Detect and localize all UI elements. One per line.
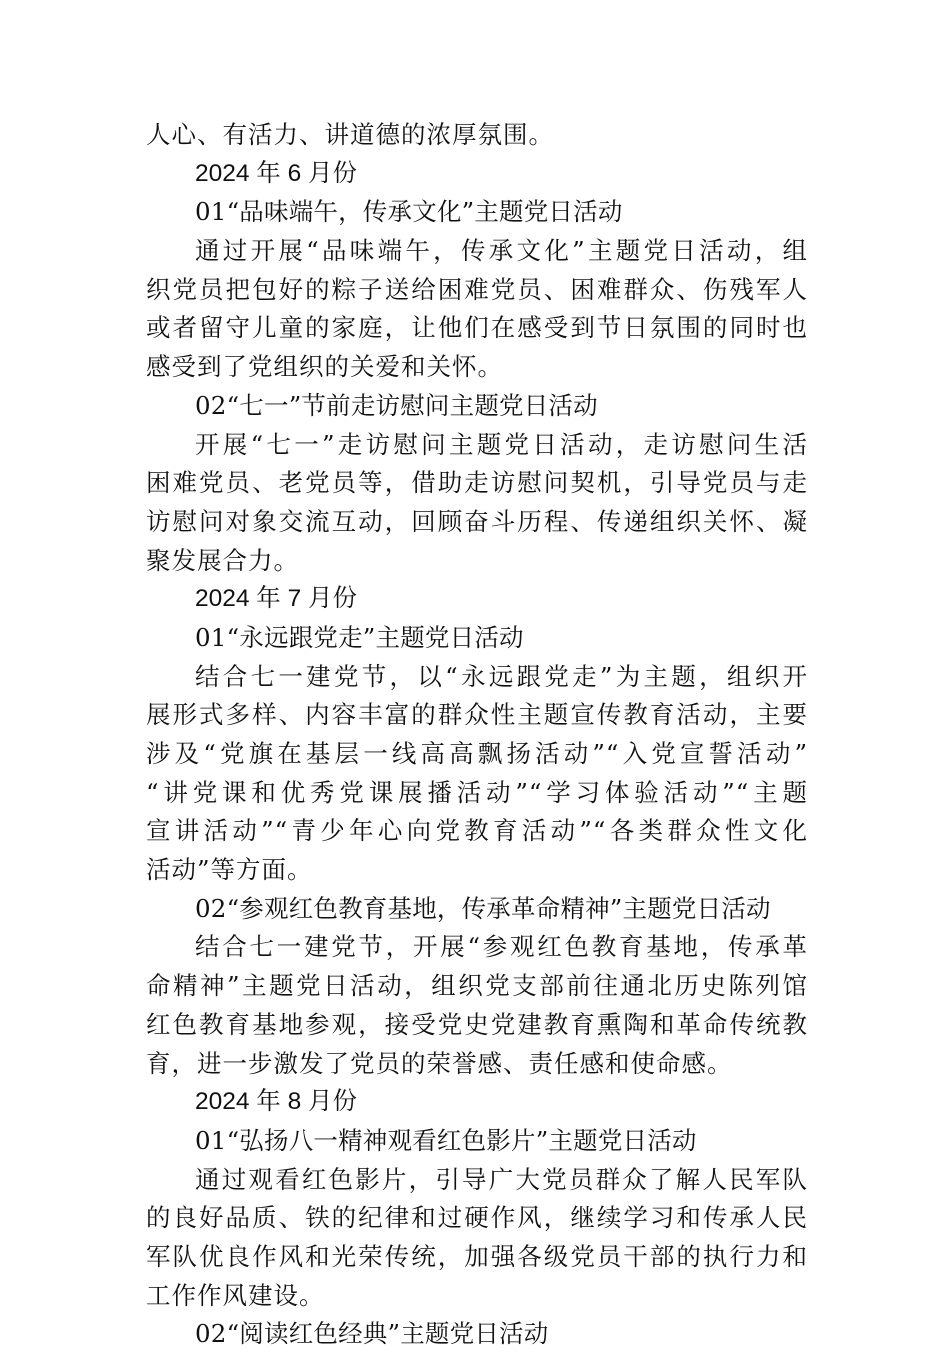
paragraph-line: 红色教育基地参观，接受党史党建教育熏陶和革命传统教 (146, 1009, 808, 1039)
paragraph-line: 的良好品质、铁的纪律和过硬作风，继续学习和传承人民 (146, 1203, 808, 1233)
paragraph-line: 访慰问对象交流互动，回顾奋斗历程、传递组织关怀、凝 (146, 506, 808, 536)
activity-title: 02“阅读红色经典”主题党日活动 (195, 1319, 549, 1349)
activity-title: 01“弘扬八一精神观看红色影片”主题党日活动 (195, 1125, 697, 1155)
activity-title: 02“参观红色教育基地，传承革命精神”主题党日活动 (195, 893, 771, 923)
paragraph-line: 军队优良作风和光荣传统，加强各级党员干部的执行力和 (146, 1241, 808, 1271)
activity-title: 02“七一”节前走访慰问主题党日活动 (195, 390, 598, 420)
activity-title: 01“永远跟党走”主题党日活动 (195, 622, 524, 652)
paragraph-line: 工作作风建设。 (146, 1280, 325, 1310)
month-heading: 2024 年 8 月份 (195, 1088, 358, 1116)
document-body (146, 116, 808, 1354)
paragraph-line: 聚发展合力。 (146, 545, 299, 575)
paragraph-line: 通过开展“品味端午，传承文化”主题党日活动，组 (195, 236, 808, 266)
paragraph-line: 困难党员、老党员等，借助走访慰问契机，引导党员与走 (146, 468, 808, 498)
paragraph-line: 结合七一建党节，以“永远跟党走”为主题，组织开 (195, 661, 808, 691)
paragraph-line: 感受到了党组织的关爱和关怀。 (146, 352, 503, 382)
paragraph-line: “讲党课和优秀党课展播活动”“学习体验活动”“主题 (146, 777, 808, 807)
paragraph-line: 或者留守儿童的家庭，让他们在感受到节日氛围的同时也 (146, 313, 808, 343)
paragraph-line: 命精神”主题党日活动，组织党支部前往通北历史陈列馆 (146, 971, 808, 1001)
paragraph-line: 结合七一建党节，开展“参观红色教育基地，传承革 (195, 932, 808, 962)
paragraph-line: 织党员把包好的粽子送给困难党员、困难群众、伤残军人 (146, 274, 808, 304)
paragraph-line: 宣讲活动”“青少年心向党教育活动”“各类群众性文化 (146, 816, 808, 846)
paragraph-line: 展形式多样、内容丰富的群众性主题宣传教育活动，主要 (146, 700, 808, 730)
paragraph-line: 涉及“党旗在基层一线高高飘扬活动”“入党宣誓活动” (146, 739, 808, 768)
paragraph-line: 开展“七一”走访慰问主题党日活动，走访慰问生活 (195, 429, 808, 459)
paragraph-line: 育，进一步激发了党员的荣誉感、责任感和使命感。 (146, 1048, 733, 1078)
paragraph-line: 人心、有活力、讲道德的浓厚氛围。 (146, 120, 554, 149)
activity-title: 01“品味端午，传承文化”主题党日活动 (195, 197, 623, 227)
month-heading: 2024 年 7 月份 (195, 585, 358, 613)
paragraph-line: 活动”等方面。 (146, 855, 313, 885)
month-heading: 2024 年 6 月份 (195, 159, 358, 187)
paragraph-line: 通过观看红色影片，引导广大党员群众了解人民军队 (195, 1164, 808, 1194)
